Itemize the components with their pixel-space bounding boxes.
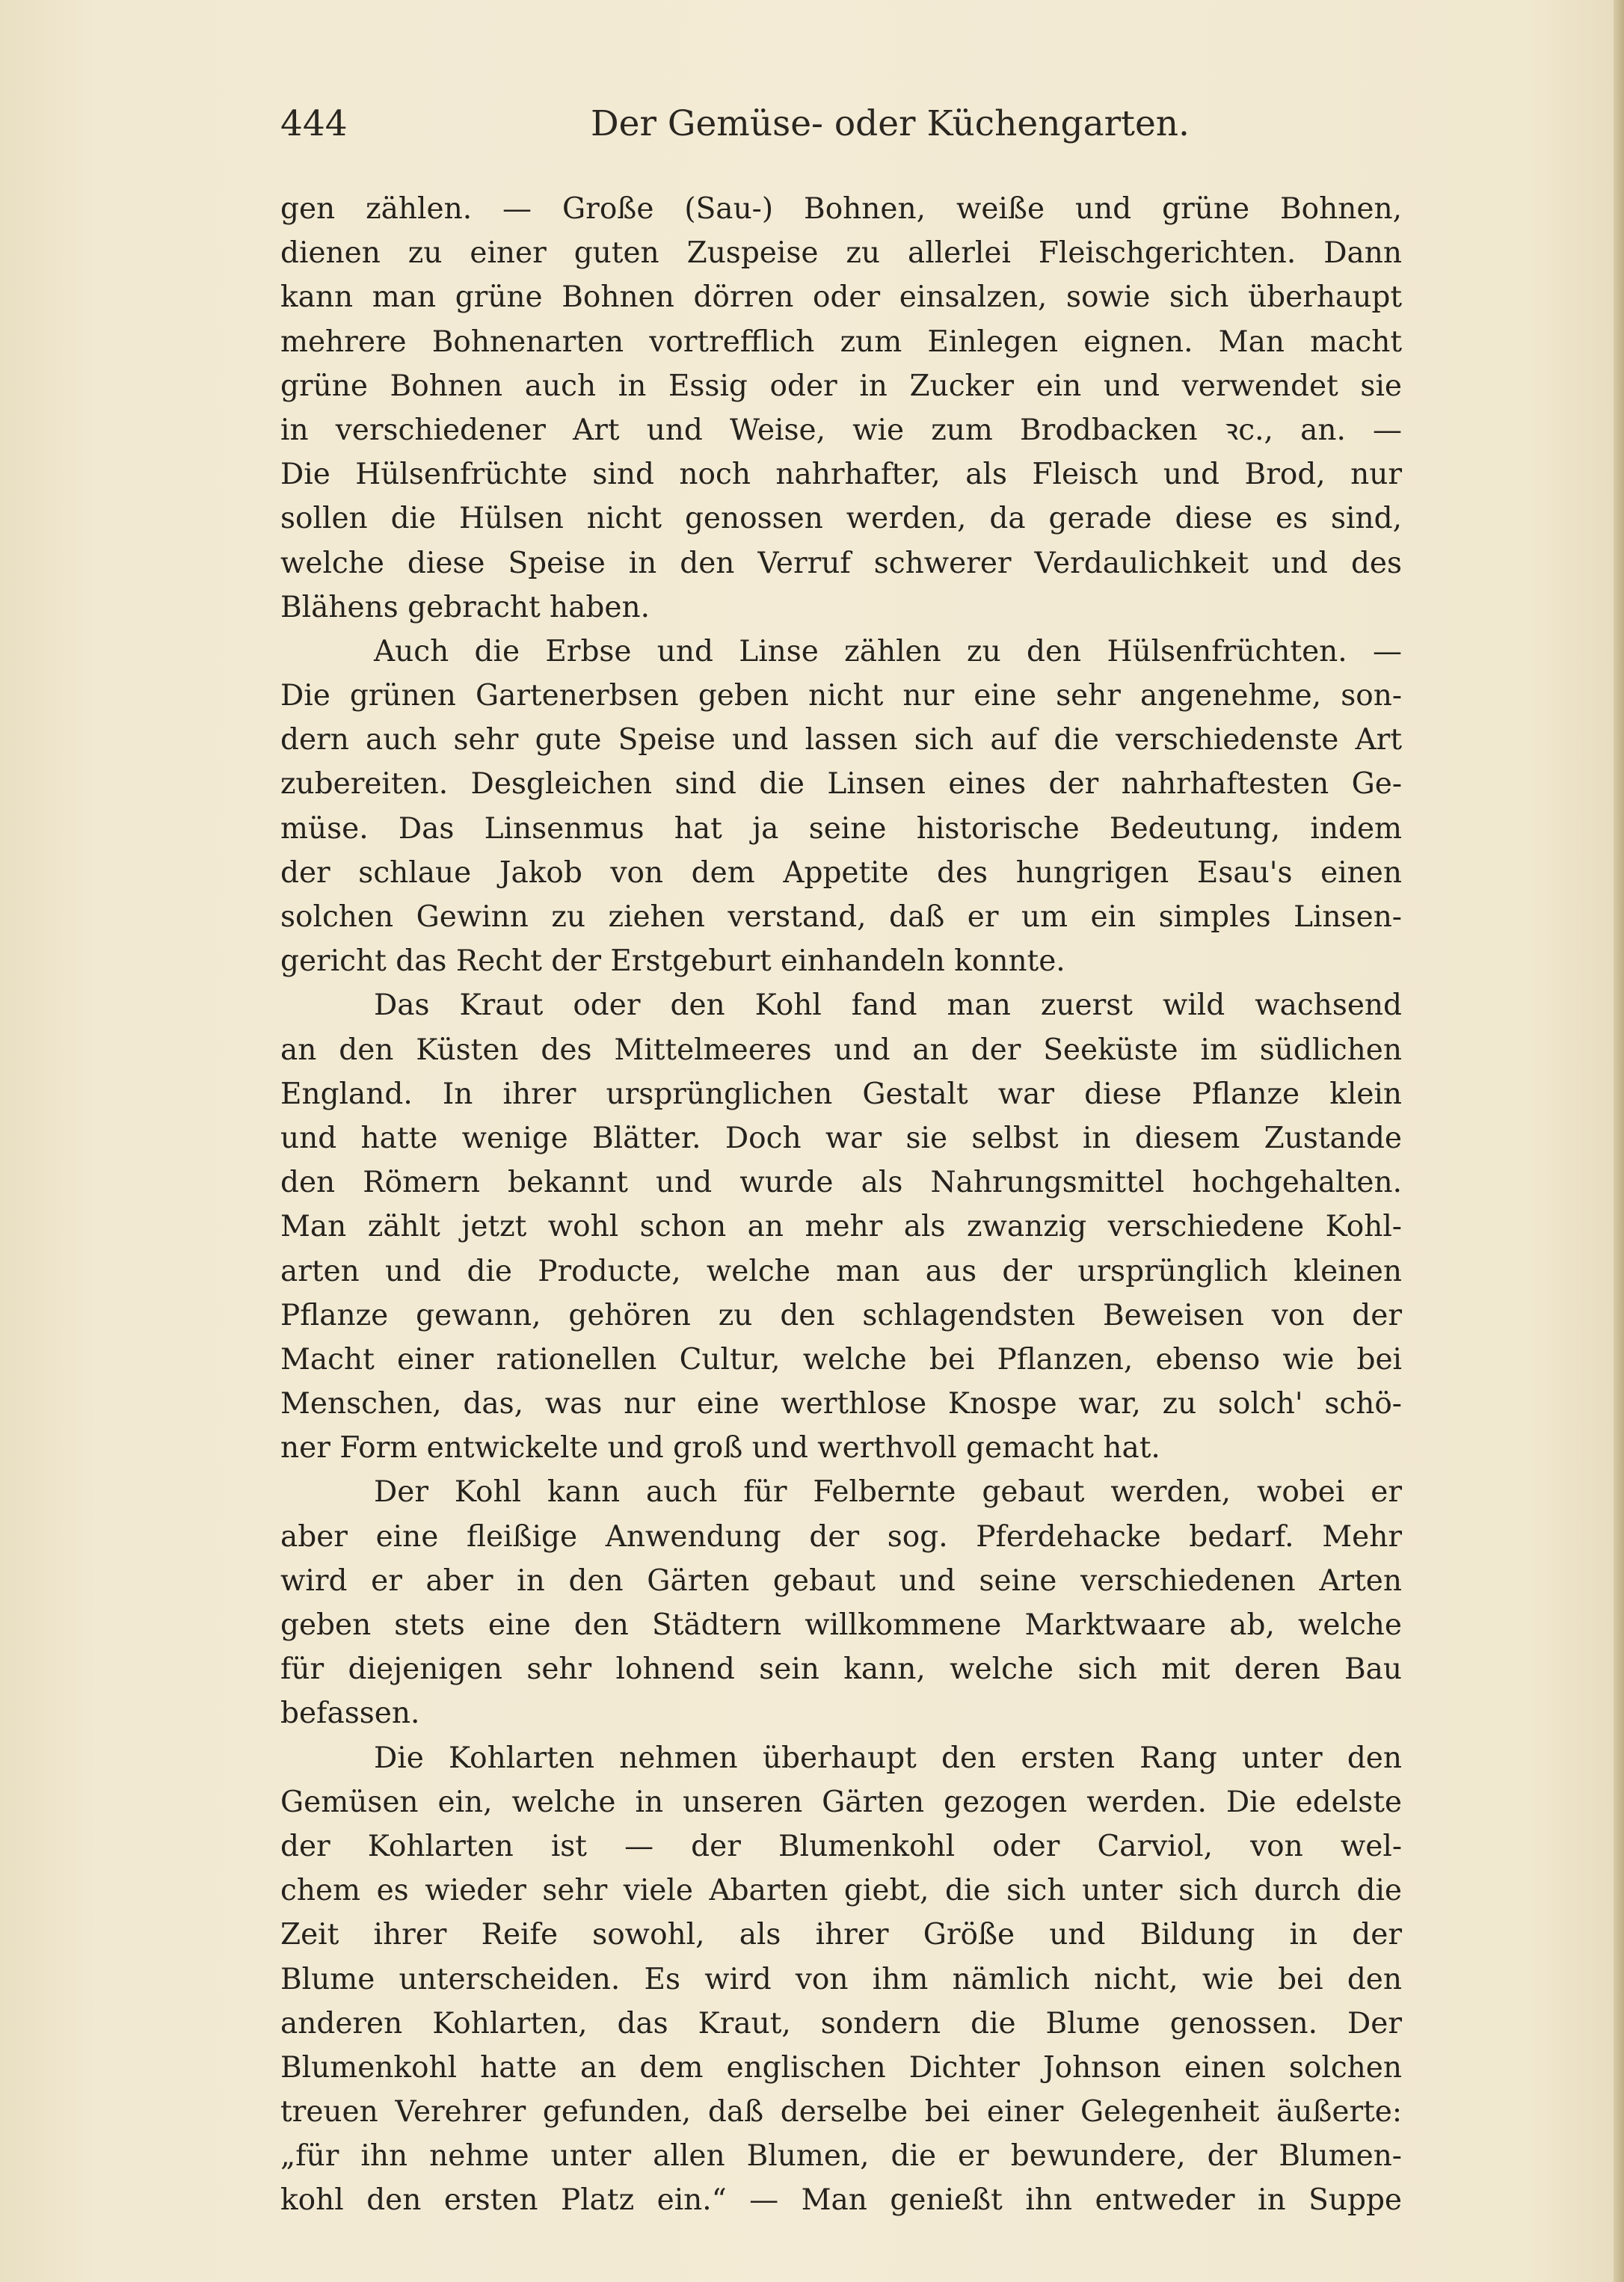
text-line: den Römern bekannt und wurde als Nahrungsmittel hochgehalten. [280, 1166, 1402, 1200]
text-line: Gemüsen ein, welche in unseren Gärten gezogen werden. Die edelste [280, 1785, 1402, 1819]
text-line: kann man grüne Bohnen dörren oder einsalzen, sowie sich überhaupt [280, 280, 1402, 315]
text-line: Man zählt jetzt wohl schon an mehr als zwanzig verschiedene Kohl- [280, 1210, 1402, 1244]
text-line: gericht das Recht der Erstgeburt einhandeln konnte. [280, 944, 1065, 979]
page-header [280, 103, 1402, 163]
text-line: Macht einer rationellen Cultur, welche bei Pflanzen, ebenso wie bei [280, 1342, 1402, 1377]
page-edge [1614, 0, 1624, 2282]
text-line: an den Küsten des Mittelmeeres und an der Seeküste im südlichen [280, 1033, 1402, 1067]
text-line: Das Kraut oder den Kohl fand man zuerst wild wachsend [374, 988, 1402, 1023]
text-line: der Kohlarten ist — der Blumenkohl oder Carviol, von wel- [280, 1829, 1402, 1863]
text-line: solchen Gewinn zu ziehen verstand, daß er um ein simples Linsen- [280, 900, 1402, 934]
text-line: wird er aber in den Gärten gebaut und seine verschiedenen Arten [280, 1563, 1402, 1598]
text-line: England. In ihrer ursprünglichen Gestalt war diese Pflanze klein [280, 1077, 1402, 1111]
text-line: Menschen, das, was nur eine werthlose Knospe war, zu solch' schö- [280, 1387, 1402, 1421]
text-line: treuen Verehrer gefunden, daß derselbe bei einer Gelegenheit äußerte: [280, 2095, 1402, 2129]
text-line: in verschiedener Art und Weise, wie zum Brodbacken ꝛc., an. — [280, 413, 1402, 447]
text-line: Die Kohlarten nehmen überhaupt den ersten Rang unter den [374, 1741, 1402, 1775]
text-line: Auch die Erbse und Linse zählen zu den Hülsenfrüchten. — [374, 634, 1402, 668]
running-head: Der Gemüse- oder Küchengarten. [591, 103, 1190, 144]
text-line: zubereiten. Desgleichen sind die Linsen eines der nahrhaftesten Ge- [280, 767, 1402, 802]
text-line: befassen. [280, 1697, 420, 1731]
text-line: sollen die Hülsen nicht genossen werden, da gerade diese es sind, [280, 502, 1402, 536]
text-line: Blume unterscheiden. Es wird von ihm nämlich nicht, wie bei den [280, 1962, 1402, 1996]
text-line: welche diese Speise in den Verruf schwerer Verdaulichkeit und des [280, 546, 1402, 580]
text-line: ner Form entwickelte und groß und werthvoll gemacht hat. [280, 1431, 1160, 1466]
text-line: chem es wieder sehr viele Abarten giebt, die sich unter sich durch die [280, 1874, 1402, 1908]
text-line: Pflanze gewann, gehören zu den schlagendsten Beweisen von der [280, 1298, 1402, 1332]
text-line: müse. Das Linsenmus hat ja seine historische Bedeutung, indem [280, 811, 1402, 846]
text-line: für diejenigen sehr lohnend sein kann, welche sich mit deren Bau [280, 1652, 1402, 1687]
text-line: Der Kohl kann auch für Felbernte gebaut werden, wobei er [374, 1475, 1402, 1510]
text-line: dern auch sehr gute Speise und lassen sich auf die verschiedenste Art [280, 723, 1402, 757]
text-line: kohl den ersten Platz ein.“ — Man genießt ihn entweder in Suppe [280, 2183, 1402, 2218]
text-line: geben stets eine den Städtern willkommene Marktwaare ab, welche [280, 1608, 1402, 1642]
text-line: und hatte wenige Blätter. Doch war sie selbst in diesem Zustande [280, 1121, 1402, 1155]
text-line: „für ihn nehme unter allen Blumen, die er bewundere, der Blumen- [280, 2139, 1402, 2174]
body-text [280, 187, 1402, 2223]
text-line: grüne Bohnen auch in Essig oder in Zucker ein und verwendet sie [280, 369, 1402, 403]
text-line: Die Hülsenfrüchte sind noch nahrhafter, als Fleisch und Brod, nur [280, 458, 1402, 492]
text-line: arten und die Producte, welche man aus der ursprünglich kleinen [280, 1254, 1402, 1288]
text-line: dienen zu einer guten Zuspeise zu allerlei Fleischgerichten. Dann [280, 236, 1402, 271]
text-line: Blumenkohl hatte an dem englischen Dichter Johnson einen solchen [280, 2050, 1402, 2085]
page-number: 444 [280, 103, 348, 144]
text-line: gen zählen. — Große (Sau-) Bohnen, weiße und grüne Bohnen, [280, 192, 1402, 226]
text-line: mehrere Bohnenarten vortrefflich zum Einlegen eignen. Man macht [280, 325, 1402, 359]
text-line: aber eine fleißige Anwendung der sog. Pferdehacke bedarf. Mehr [280, 1519, 1402, 1554]
text-line: Zeit ihrer Reife sowohl, als ihrer Größe und Bildung in der [280, 1918, 1402, 1952]
text-line: Blähens gebracht haben. [280, 590, 650, 624]
text-line: der schlaue Jakob von dem Appetite des hungrigen Esau's einen [280, 855, 1402, 890]
text-line: Die grünen Gartenerbsen geben nicht nur eine sehr angenehme, son- [280, 679, 1402, 713]
text-line: anderen Kohlarten, das Kraut, sondern die Blume genossen. Der [280, 2006, 1402, 2040]
